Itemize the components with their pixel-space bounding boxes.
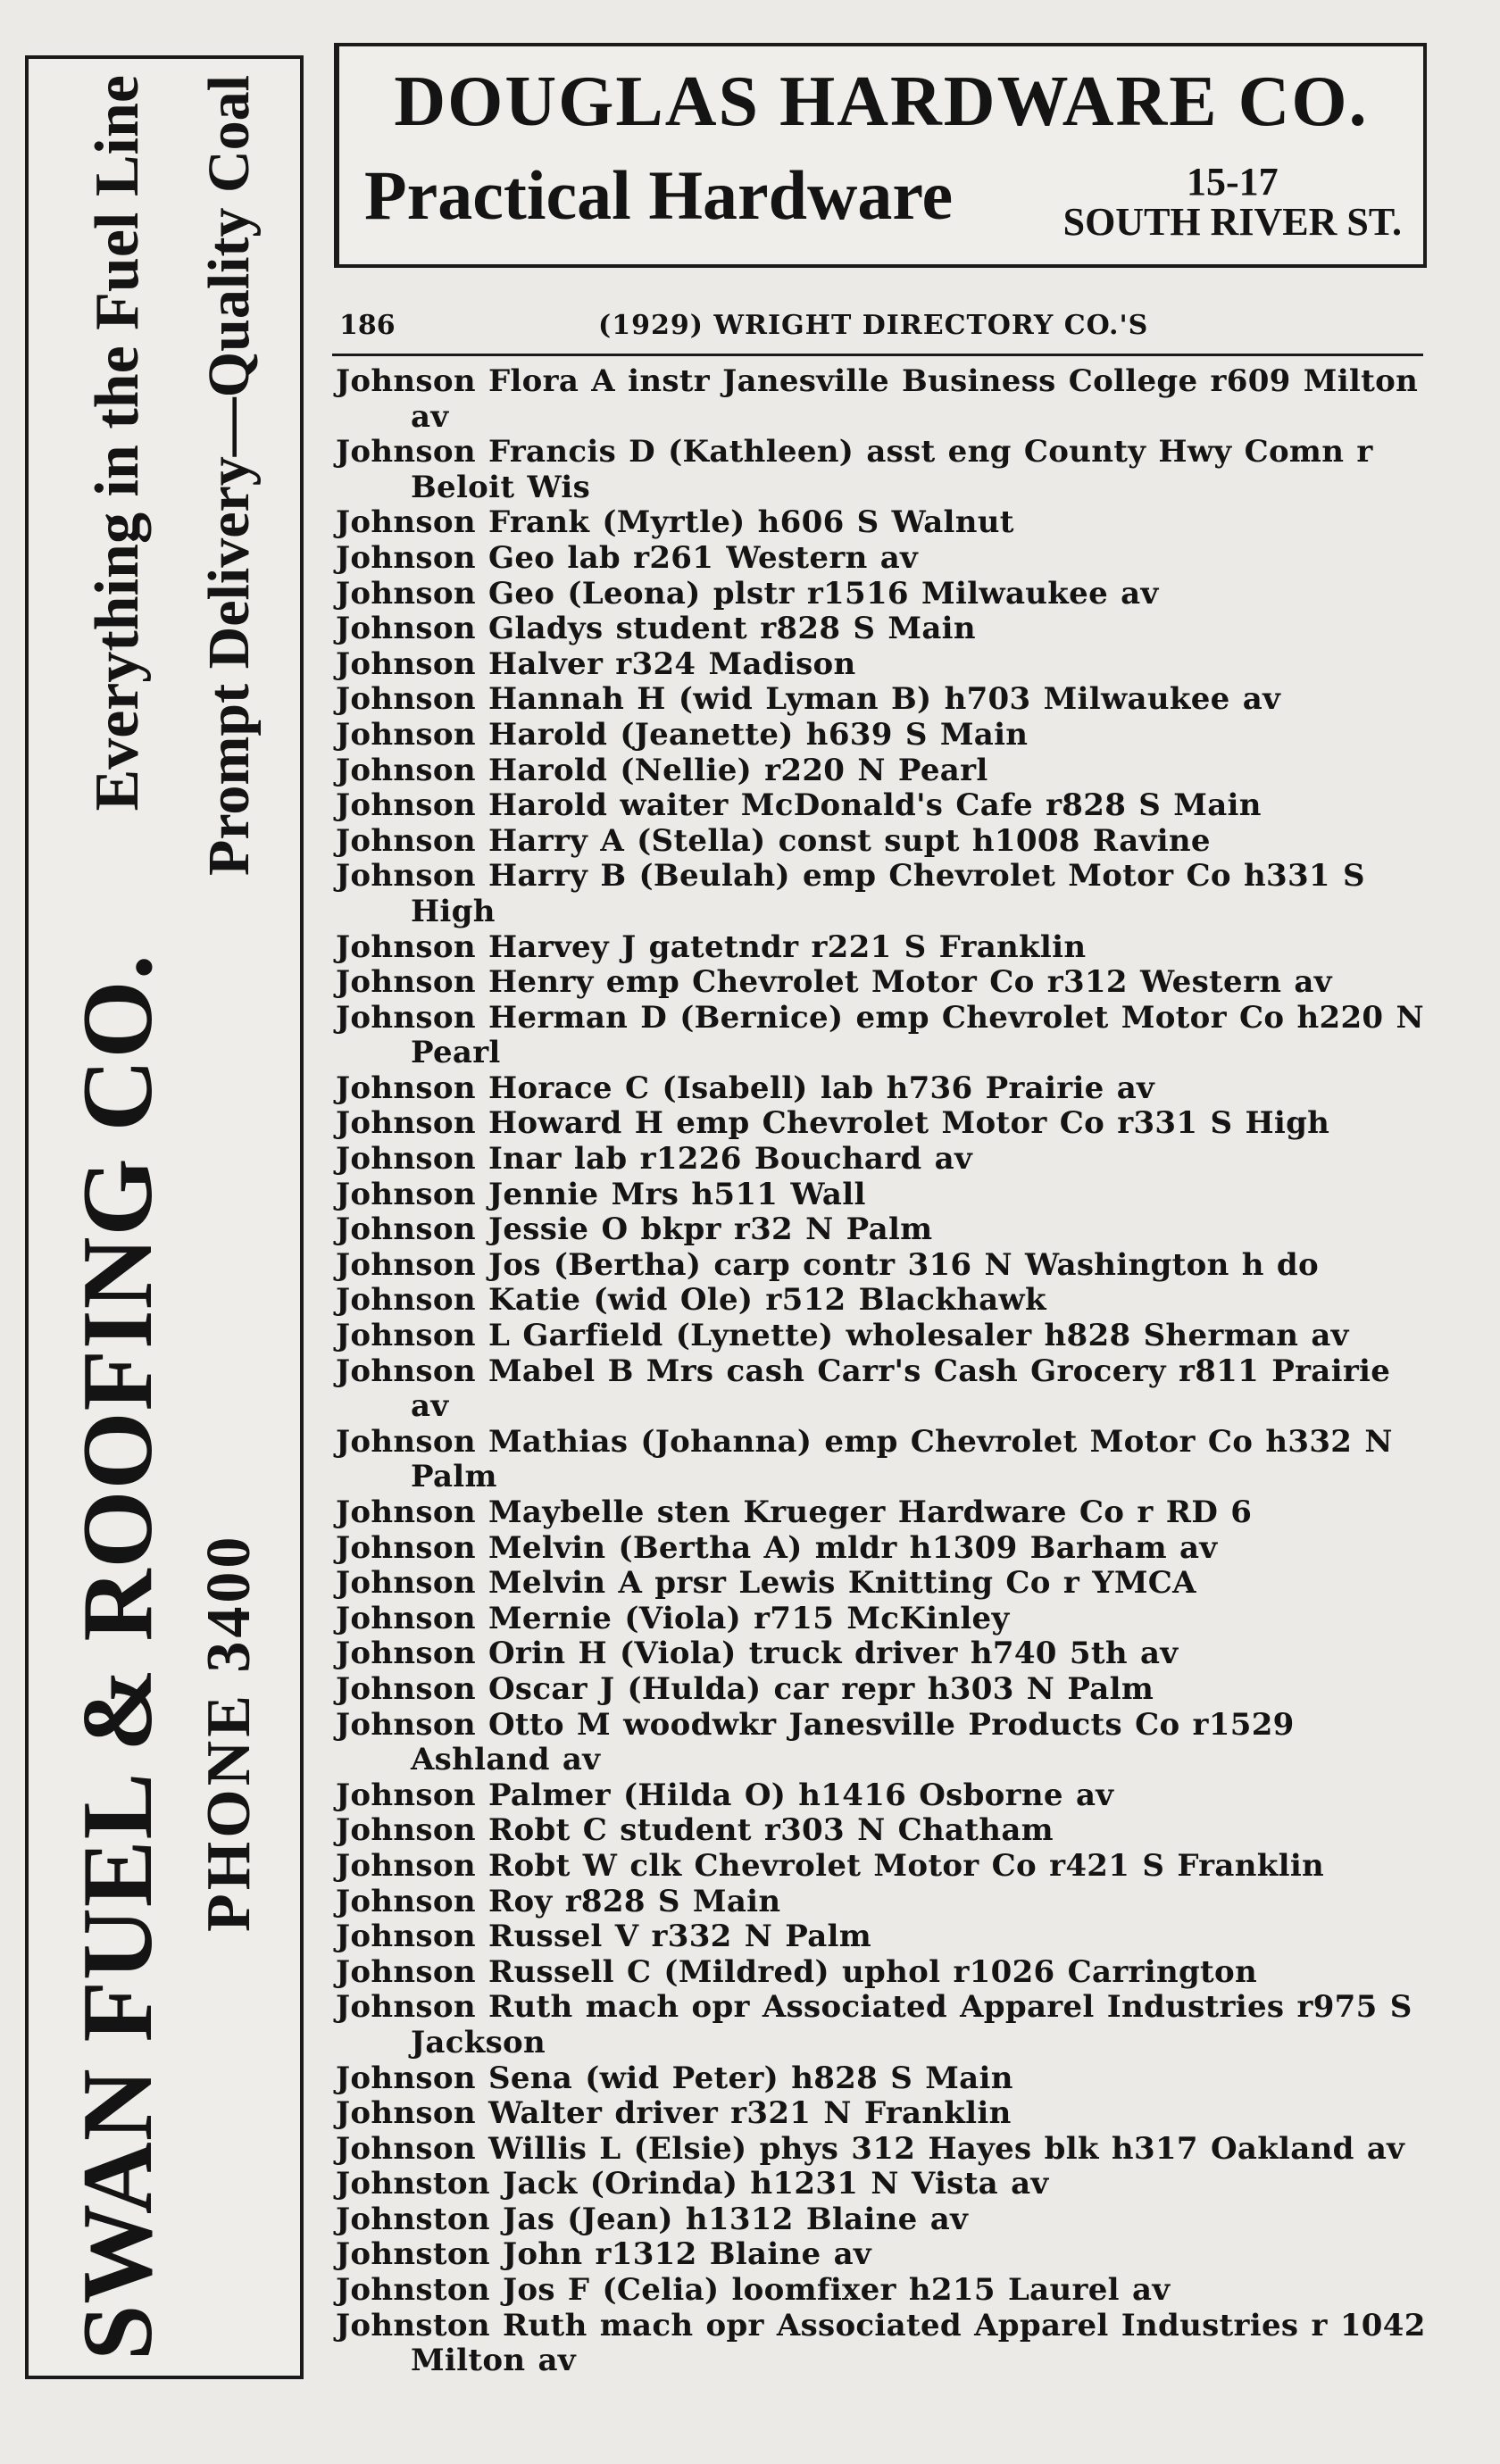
- directory-entry: Johnston Jack (Orinda) h1231 N Vista av: [336, 2166, 1049, 2202]
- directory-entry: Johnson Jos (Bertha) carp contr 316 N Washington h do: [336, 1246, 1319, 1283]
- directory-entry: Johnson Jennie Mrs h511 Wall: [336, 1176, 866, 1212]
- directory-entry: Johnston Jos F (Celia) loomfixer h215 Laurel av: [336, 2272, 1171, 2309]
- side-ad-tagline-fuel: Everything in the Fuel Line: [83, 74, 152, 811]
- directory-entry: Johnson Ruth mach opr Associated Apparel Industries r975 S Jackson: [336, 1989, 1412, 2060]
- directory-listing: [336, 364, 1432, 2379]
- side-ad-row-secondary: [195, 74, 263, 2360]
- top-ad-company: DOUGLAS HARDWARE CO.: [394, 62, 1369, 141]
- directory-entry: Johnson Melvin (Bertha A) mldr h1309 Barham av: [336, 1529, 1218, 1566]
- directory-entry: Johnson Walter driver r321 N Franklin: [336, 2095, 1012, 2132]
- page-number: 186: [339, 310, 396, 341]
- directory-entry: Johnston Ruth mach opr Associated Apparel Industries r 1042 Milton av: [336, 2307, 1426, 2379]
- directory-entry: Johnson Harry B (Beulah) emp Chevrolet Motor Co h331 S High: [336, 858, 1365, 929]
- directory-entry: Johnson Halver r324 Madison: [336, 645, 856, 682]
- directory-entry: Johnson Russel V r332 N Palm: [336, 1919, 872, 1955]
- directory-entry: Johnson Howard H emp Chevrolet Motor Co r331 S High: [336, 1105, 1330, 1142]
- directory-entry: Johnson Francis D (Kathleen) asst eng County Hwy Comn r Beloit Wis: [336, 434, 1373, 505]
- side-advertisement-text: [30, 75, 298, 2360]
- directory-entry: Johnson Willis L (Elsie) phys 312 Hayes blk h317 Oakland av: [336, 2130, 1405, 2167]
- directory-entry: Johnson Gladys student r828 S Main: [336, 611, 976, 647]
- directory-entry: Johnson Harold (Jeanette) h639 S Main: [336, 716, 1029, 753]
- directory-entry: Johnson Sena (wid Peter) h828 S Main: [336, 2060, 1013, 2096]
- side-advertisement: [25, 55, 304, 2379]
- side-ad-phone: PHONE 3400: [195, 1533, 263, 1932]
- directory-entry: Johnson Frank (Myrtle) h606 S Walnut: [336, 504, 1014, 541]
- directory-entry: Johnson Flora A instr Janesville Business College r609 Milton av: [336, 363, 1419, 435]
- directory-entry: Johnson Mathias (Johanna) emp Chevrolet Motor Co h332 N Palm: [336, 1423, 1393, 1495]
- header-title: (1929) WRIGHT DIRECTORY CO.'S: [598, 310, 1149, 341]
- top-ad-address: [1063, 162, 1402, 243]
- directory-entry: Johnston John r1312 Blaine av: [336, 2236, 871, 2273]
- directory-entry: Johnson Russell C (Mildred) uphol r1026 Carrington: [336, 1953, 1258, 1990]
- directory-entry: Johnson Horace C (Isabell) lab h736 Prairie av: [336, 1070, 1155, 1106]
- directory-entry: Johnson Harvey J gatetndr r221 S Franklin: [336, 928, 1087, 965]
- directory-entry: Johnson Katie (wid Ole) r512 Blackhawk: [336, 1282, 1046, 1319]
- directory-entry: Johnson L Garfield (Lynette) wholesaler h828 Sherman av: [336, 1318, 1349, 1354]
- directory-entry: Johnson Harold waiter McDonald's Cafe r828 S Main: [336, 787, 1262, 824]
- directory-entry: Johnson Henry emp Chevrolet Motor Co r312 Western av: [336, 964, 1332, 1001]
- directory-entry: Johnson Robt W clk Chevrolet Motor Co r421 S Franklin: [336, 1847, 1325, 1884]
- top-ad-tagline: Practical Hardware: [364, 156, 954, 234]
- directory-entry: Johnson Mernie (Viola) r715 McKinley: [336, 1600, 1010, 1636]
- directory-entry: Johnson Geo lab r261 Western av: [336, 539, 919, 576]
- directory-entry: Johnson Otto M woodwkr Janesville Products Co r1529 Ashland av: [336, 1706, 1295, 1778]
- directory-entry: Johnson Inar lab r1226 Bouchard av: [336, 1141, 973, 1178]
- directory-entry: Johnson Hannah H (wid Lyman B) h703 Milwaukee av: [336, 681, 1281, 718]
- directory-entry: Johnson Mabel B Mrs cash Carr's Cash Grocery r811 Prairie av: [336, 1353, 1391, 1425]
- directory-entry: Johnson Roy r828 S Main: [336, 1883, 781, 1919]
- directory-entry: Johnson Jessie O bkpr r32 N Palm: [336, 1211, 933, 1248]
- directory-entry: Johnson Harold (Nellie) r220 N Pearl: [336, 752, 988, 788]
- top-ad-address-street: SOUTH RIVER ST.: [1062, 199, 1402, 244]
- directory-entry: Johnson Maybelle sten Krueger Hardware Co r RD 6: [336, 1494, 1253, 1530]
- top-advertisement: [334, 43, 1427, 268]
- directory-entry: Johnson Harry A (Stella) const supt h1008 Ravine: [336, 822, 1211, 859]
- directory-entry: Johnson Oscar J (Hulda) car repr h303 N Palm: [336, 1670, 1154, 1707]
- top-ad-address-number: 15-17: [1186, 160, 1279, 204]
- header-rule: [332, 354, 1423, 356]
- side-ad-tagline-delivery: Prompt Delivery—Quality Coal: [196, 74, 262, 876]
- directory-entry: Johnson Geo (Leona) plstr r1516 Milwaukee av: [336, 575, 1159, 612]
- side-ad-company: SWAN FUEL & ROOFING CO.: [62, 953, 173, 2360]
- directory-entry: Johnson Herman D (Bernice) emp Chevrolet Motor Co h220 N Pearl: [336, 999, 1424, 1071]
- directory-entry: Johnson Melvin A prsr Lewis Knitting Co r YMCA: [336, 1565, 1196, 1602]
- directory-entry: Johnson Orin H (Viola) truck driver h740 5th av: [336, 1636, 1179, 1672]
- directory-entry: Johnson Robt C student r303 N Chatham: [336, 1812, 1054, 1849]
- directory-entry: Johnson Palmer (Hilda O) h1416 Osborne av: [336, 1777, 1114, 1813]
- side-ad-row-primary: [62, 74, 173, 2360]
- directory-entry: Johnston Jas (Jean) h1312 Blaine av: [336, 2201, 969, 2237]
